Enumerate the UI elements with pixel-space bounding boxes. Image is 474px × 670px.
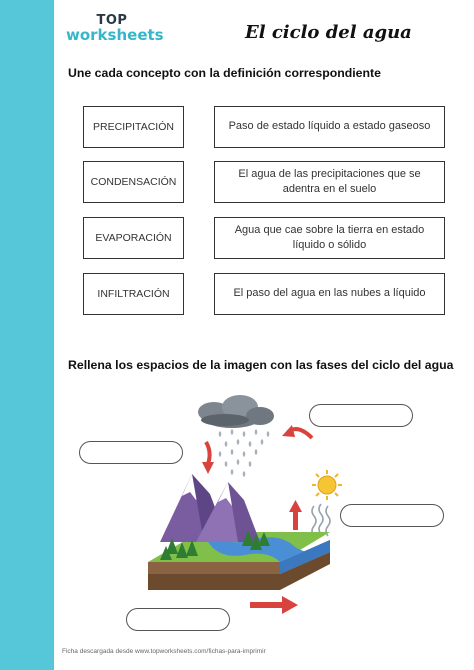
answer-blank-right[interactable] (340, 504, 444, 527)
answer-blank-left[interactable] (79, 441, 183, 464)
arrow-left-top-icon (282, 425, 312, 438)
definition-box[interactable]: El paso del agua en las nubes a líquido (214, 273, 445, 315)
vapor-icon (312, 504, 330, 536)
arrow-right-icon (250, 596, 300, 614)
rain-drops-icon (219, 429, 270, 477)
logo-bottom-text: worksheets (66, 26, 164, 44)
concept-box[interactable]: CONDENSACIÓN (83, 161, 184, 203)
instruction-match: Une cada concepto con la definición correspondiente (68, 66, 381, 80)
footer-source: Ficha descargada desde www.topworksheets.com/fichas-para-imprimir (62, 648, 266, 655)
mountains-icon (160, 474, 260, 542)
sun-icon (312, 470, 342, 500)
page-title: El ciclo del agua (245, 22, 412, 43)
rain-cloud-icon (198, 395, 274, 428)
arrow-down-icon (202, 442, 214, 474)
answer-blank-top-right[interactable] (309, 404, 413, 427)
concept-box[interactable]: INFILTRACIÓN (83, 273, 184, 315)
concept-box[interactable]: EVAPORACIÓN (83, 217, 184, 259)
definition-box[interactable]: Paso de estado líquido a estado gaseoso (214, 106, 445, 148)
concept-box[interactable]: PRECIPITACIÓN (83, 106, 184, 148)
answer-blank-bottom[interactable] (126, 608, 230, 631)
logo-top-text: TOP (96, 13, 128, 28)
arrow-up-icon (289, 500, 302, 530)
side-accent-bar (0, 0, 54, 670)
definition-box[interactable]: El agua de las precipitaciones que se adentra en el suelo (214, 161, 445, 203)
topworksheets-logo (66, 14, 164, 43)
instruction-fill: Rellena los espacios de la imagen con las fases del ciclo del agua (68, 358, 454, 372)
definition-box[interactable]: Agua que cae sobre la tierra en estado líquido o sólido (214, 217, 445, 259)
